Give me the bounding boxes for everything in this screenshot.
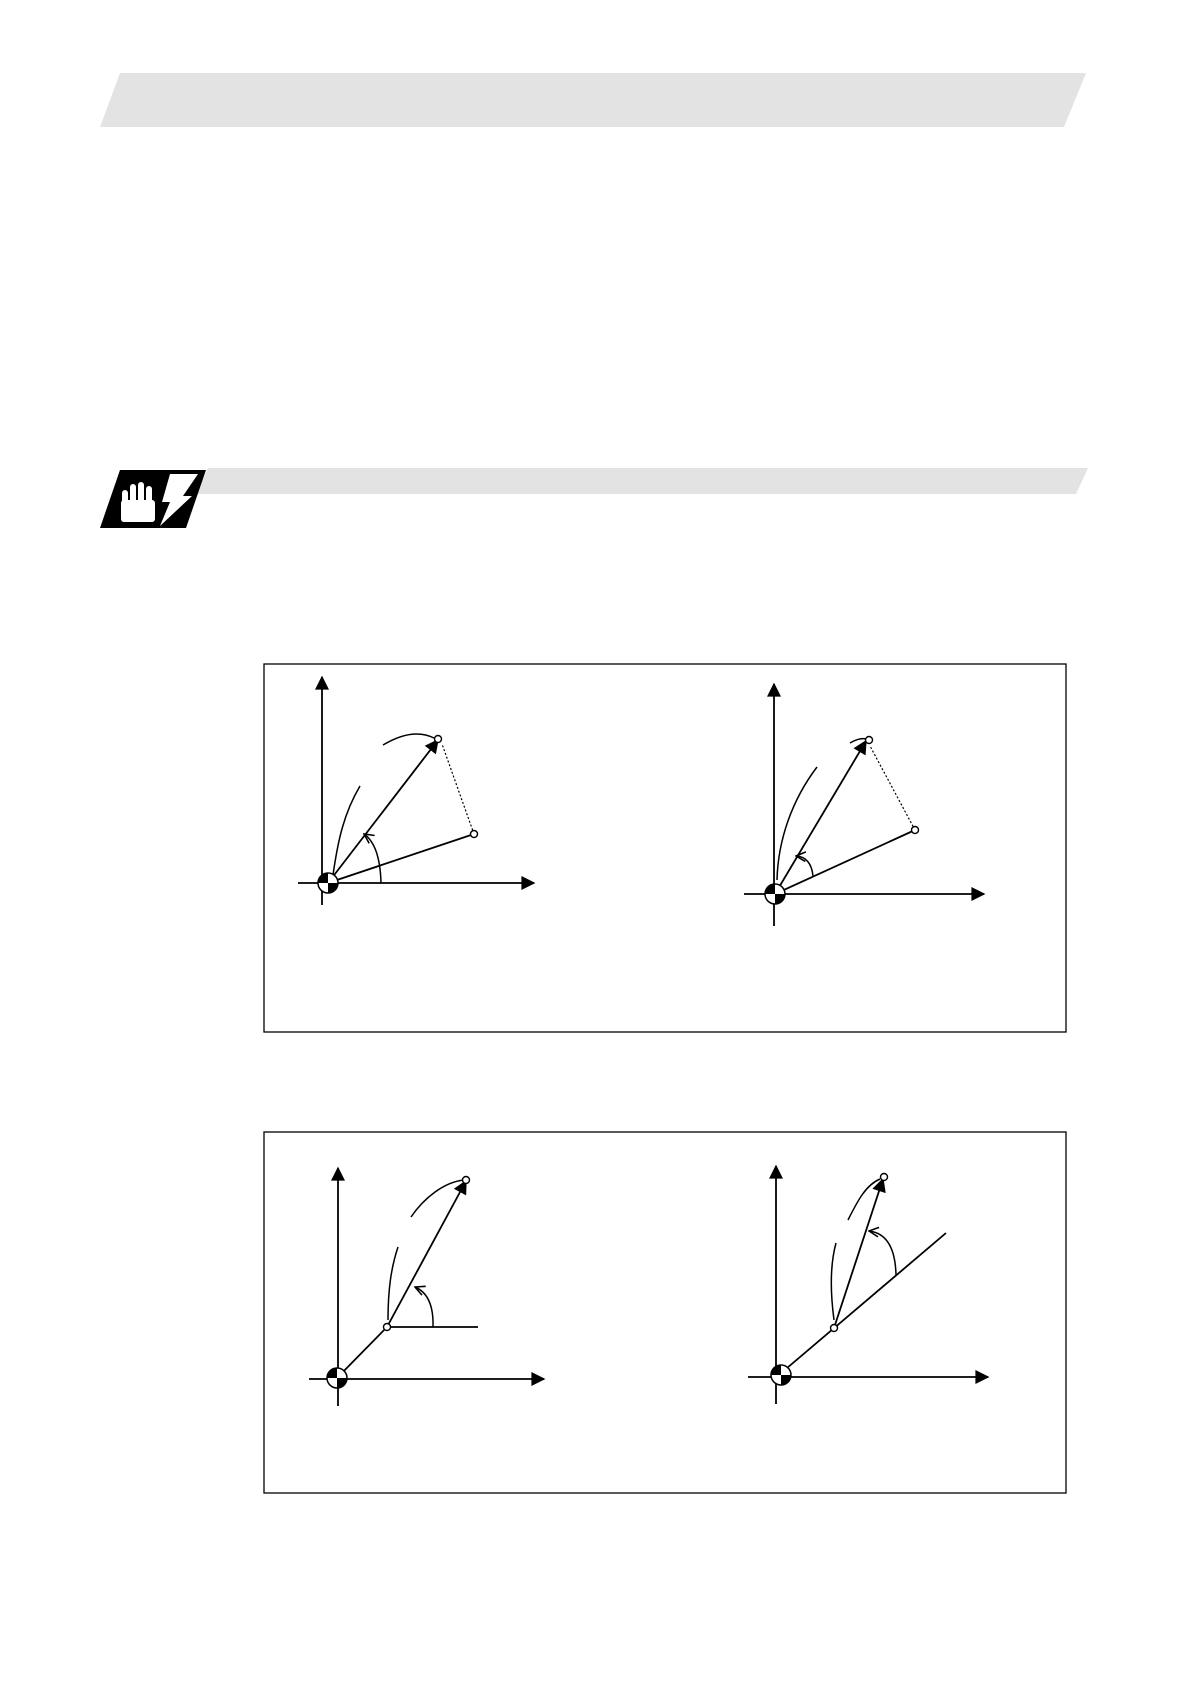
angle-arc (869, 1231, 896, 1275)
dotted-connector (870, 746, 915, 830)
dotted-connector (442, 744, 474, 834)
end-point (463, 1177, 470, 1184)
angle-arc (796, 856, 813, 876)
right-relative-panel (748, 1166, 988, 1404)
angle-arc (364, 834, 381, 883)
end-point (881, 1174, 888, 1181)
end-point (866, 737, 873, 744)
original-vector (775, 830, 915, 894)
right-absolute-panel (744, 684, 984, 926)
figure-frame (264, 1132, 1066, 1493)
left-relative-panel (309, 1168, 544, 1406)
rotation-path (777, 767, 817, 880)
rotation-path (848, 1179, 880, 1220)
header-band (100, 73, 1086, 127)
hand-icon (100, 470, 206, 528)
start-point (471, 831, 478, 838)
center-point (384, 1324, 391, 1331)
angle-arc (415, 1287, 433, 1327)
reference-line (780, 1233, 946, 1374)
rotated-vector (328, 740, 438, 883)
relative-rotation-figure (264, 1132, 1066, 1493)
rotation-path (383, 734, 434, 745)
figure-frame (264, 664, 1066, 1032)
rotation-path (333, 786, 360, 875)
rotation-path (850, 739, 866, 743)
section-heading (100, 468, 1088, 528)
start-point (912, 827, 919, 834)
section-band (196, 468, 1088, 494)
origin-icon (771, 1365, 791, 1385)
left-absolute-panel (298, 677, 534, 905)
origin-icon (327, 1368, 347, 1388)
original-vector (328, 834, 474, 883)
origin-icon (765, 884, 785, 904)
center-point (831, 1325, 838, 1332)
rotated-vector (387, 1181, 466, 1327)
rotation-path (831, 1243, 836, 1320)
absolute-rotation-figure (264, 664, 1066, 1032)
origin-icon (318, 873, 338, 893)
end-point (435, 736, 442, 743)
